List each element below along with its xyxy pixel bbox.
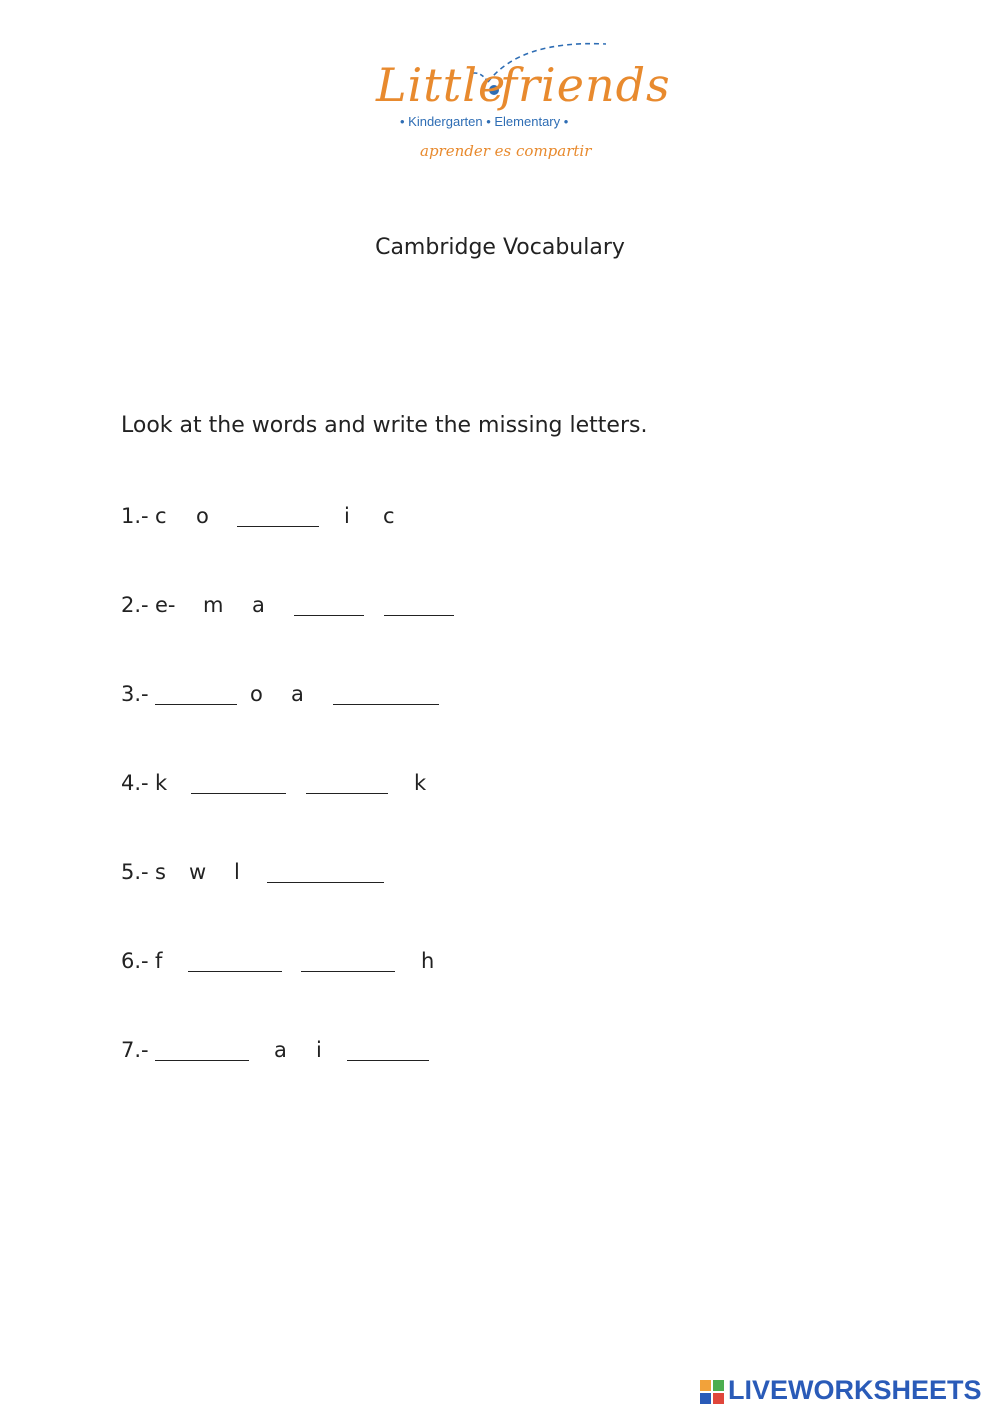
exercise-item: [121, 593, 461, 623]
item-number: 4.-: [121, 771, 149, 795]
answer-blank[interactable]: [384, 615, 454, 616]
answer-blank[interactable]: [188, 971, 282, 972]
item-letter: a: [252, 593, 265, 617]
answer-blank[interactable]: [306, 793, 388, 794]
item-letter: h: [421, 949, 435, 973]
item-letter: s: [155, 860, 166, 884]
item-letter: o: [250, 682, 263, 706]
item-number: 6.-: [121, 949, 149, 973]
item-number: 1.-: [121, 504, 149, 528]
exercise-item: [121, 860, 401, 890]
answer-blank[interactable]: [155, 704, 237, 705]
answer-blank[interactable]: [237, 526, 319, 527]
page-title: Cambridge Vocabulary: [375, 235, 625, 260]
liveworksheets-brand: LIVEWORKSHEETS: [728, 1375, 982, 1405]
item-letter: a: [291, 682, 304, 706]
answer-blank[interactable]: [294, 615, 364, 616]
answer-blank[interactable]: [347, 1060, 429, 1061]
logo-tagline: • Kindergarten • Elementary •: [400, 114, 569, 129]
exercise-item: [121, 682, 451, 712]
item-letter: a: [274, 1038, 287, 1062]
item-letter: l: [234, 860, 240, 884]
logo-motto: aprender es compartir: [420, 142, 592, 160]
item-number: 5.-: [121, 860, 149, 884]
answer-blank[interactable]: [155, 1060, 249, 1061]
exercise-item: [121, 771, 441, 801]
exercise-item: [121, 1038, 441, 1068]
item-letter: f: [155, 949, 163, 973]
item-letter: i: [316, 1038, 322, 1062]
item-letter: c: [383, 504, 395, 528]
item-letter: i: [344, 504, 350, 528]
exercise-item: [121, 504, 421, 534]
item-letter: w: [189, 860, 207, 884]
liveworksheets-logo-icon: [700, 1380, 724, 1404]
item-number: 2.-: [121, 593, 149, 617]
item-letter: e-: [155, 593, 176, 617]
item-letter: k: [414, 771, 427, 795]
logo-name-part1: Little: [376, 58, 507, 112]
item-letter: c: [155, 504, 167, 528]
exercise-item: [121, 949, 451, 979]
item-letter: k: [155, 771, 168, 795]
answer-blank[interactable]: [301, 971, 395, 972]
item-number: 7.-: [121, 1038, 149, 1062]
item-letter: m: [203, 593, 224, 617]
item-number: 3.-: [121, 682, 149, 706]
liveworksheets-footer: [700, 1375, 992, 1411]
school-logo: [370, 30, 671, 170]
answer-blank[interactable]: [267, 882, 384, 883]
item-letter: o: [196, 504, 209, 528]
answer-blank[interactable]: [333, 704, 439, 705]
answer-blank[interactable]: [191, 793, 286, 794]
logo-name-part2: friends: [500, 58, 671, 112]
instruction-text: Look at the words and write the missing letters.: [121, 413, 648, 438]
